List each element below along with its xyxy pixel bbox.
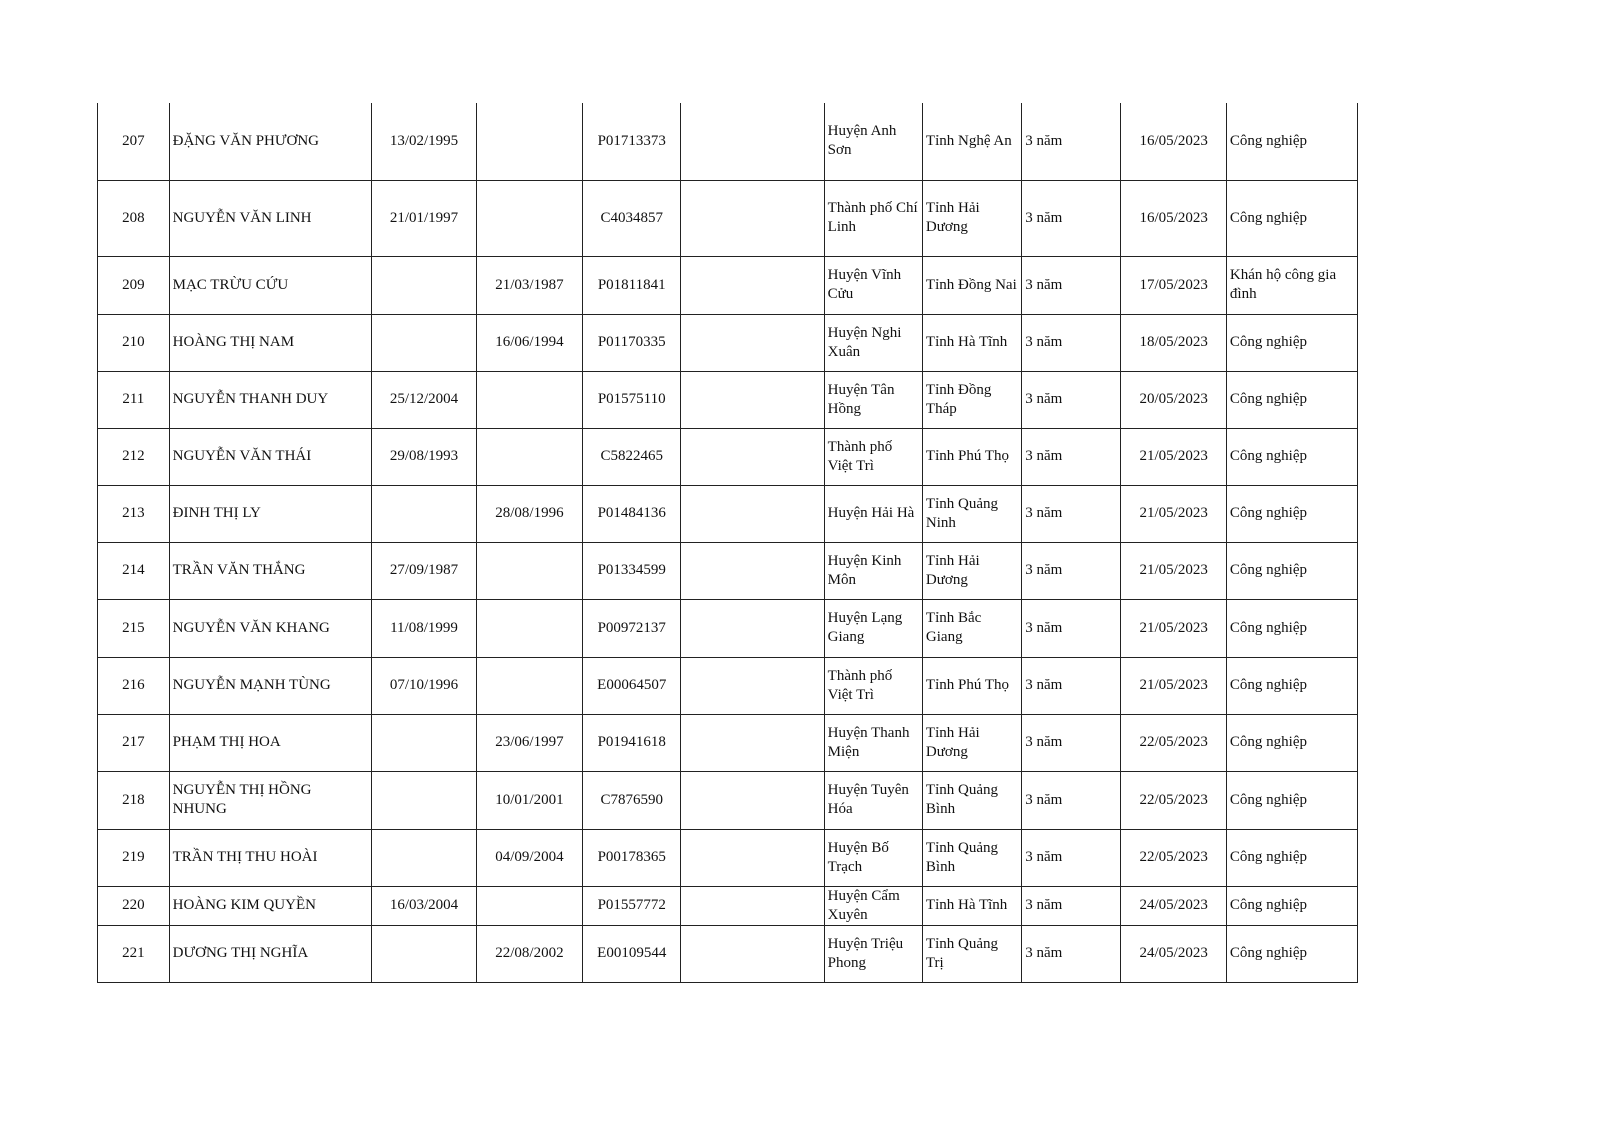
full-name-cell: NGUYỄN VĂN LINH: [169, 180, 372, 256]
province-cell: Tỉnh Hà Tĩnh: [922, 314, 1021, 371]
row-number-cell: 209: [98, 256, 170, 314]
full-name-cell: MẠC TRỪU CỨU: [169, 256, 372, 314]
row-number-cell: 214: [98, 542, 170, 599]
full-name-cell: NGUYỄN MẠNH TÙNG: [169, 657, 372, 714]
row-number-cell: 218: [98, 771, 170, 829]
departure-date-cell: 21/05/2023: [1121, 599, 1226, 657]
full-name-cell: PHẠM THỊ HOA: [169, 714, 372, 771]
province-cell: Tỉnh Phú Thọ: [922, 428, 1021, 485]
full-name-cell: HOÀNG KIM QUYỀN: [169, 886, 372, 925]
empty-cell-cell: [681, 371, 824, 428]
contract-term-cell: 3 năm: [1022, 103, 1121, 180]
table-row: [98, 180, 1358, 256]
dob-male-cell: [372, 256, 476, 314]
full-name-cell: TRẦN THỊ THU HOÀI: [169, 829, 372, 886]
contract-term-cell: 3 năm: [1022, 925, 1121, 982]
departure-date-cell: 21/05/2023: [1121, 657, 1226, 714]
table-row: [98, 314, 1358, 371]
departure-date-cell: 24/05/2023: [1121, 886, 1226, 925]
table-row: [98, 829, 1358, 886]
contract-term-cell: 3 năm: [1022, 542, 1121, 599]
occupation-cell: Công nghiệp: [1226, 925, 1357, 982]
full-name-cell: HOÀNG THỊ NAM: [169, 314, 372, 371]
dob-female-cell: [476, 542, 582, 599]
occupation-cell: Công nghiệp: [1226, 103, 1357, 180]
occupation-cell: Công nghiệp: [1226, 485, 1357, 542]
empty-cell-cell: [681, 103, 824, 180]
departure-date-cell: 22/05/2023: [1121, 771, 1226, 829]
table-row: [98, 542, 1358, 599]
contract-term-cell: 3 năm: [1022, 485, 1121, 542]
empty-cell-cell: [681, 599, 824, 657]
full-name-cell: NGUYỄN VĂN KHANG: [169, 599, 372, 657]
dob-male-cell: [372, 771, 476, 829]
full-name-cell: NGUYỄN THỊ HỒNG NHUNG: [169, 771, 372, 829]
district-cell: Huyện Bố Trạch: [824, 829, 922, 886]
district-cell: Huyện Triệu Phong: [824, 925, 922, 982]
dob-male-cell: [372, 314, 476, 371]
row-number-cell: 210: [98, 314, 170, 371]
occupation-cell: Công nghiệp: [1226, 829, 1357, 886]
empty-cell-cell: [681, 485, 824, 542]
empty-cell-cell: [681, 256, 824, 314]
province-cell: Tỉnh Đồng Nai: [922, 256, 1021, 314]
passport-number-cell: C4034857: [583, 180, 681, 256]
dob-male-cell: [372, 714, 476, 771]
dob-male-cell: 21/01/1997: [372, 180, 476, 256]
dob-male-cell: [372, 829, 476, 886]
contract-term-cell: 3 năm: [1022, 371, 1121, 428]
row-number-cell: 217: [98, 714, 170, 771]
row-number-cell: 215: [98, 599, 170, 657]
table-row: [98, 256, 1358, 314]
dob-female-cell: [476, 180, 582, 256]
occupation-cell: Công nghiệp: [1226, 428, 1357, 485]
contract-term-cell: 3 năm: [1022, 314, 1121, 371]
district-cell: Huyện Kinh Môn: [824, 542, 922, 599]
full-name-cell: ĐẶNG VĂN PHƯƠNG: [169, 103, 372, 180]
full-name-cell: TRẦN VĂN THẮNG: [169, 542, 372, 599]
contract-term-cell: 3 năm: [1022, 829, 1121, 886]
full-name-cell: DƯƠNG THỊ NGHĨA: [169, 925, 372, 982]
district-cell: Huyện Hải Hà: [824, 485, 922, 542]
district-cell: Thành phố Việt Trì: [824, 657, 922, 714]
passport-number-cell: P01170335: [583, 314, 681, 371]
occupation-cell: Công nghiệp: [1226, 371, 1357, 428]
district-cell: Huyện Thanh Miện: [824, 714, 922, 771]
passport-number-cell: P01484136: [583, 485, 681, 542]
empty-cell-cell: [681, 714, 824, 771]
district-cell: Huyện Tân Hồng: [824, 371, 922, 428]
dob-female-cell: [476, 428, 582, 485]
dob-female-cell: 10/01/2001: [476, 771, 582, 829]
passport-number-cell: E00064507: [583, 657, 681, 714]
district-cell: Huyện Nghi Xuân: [824, 314, 922, 371]
district-cell: Huyện Cẩm Xuyên: [824, 886, 922, 925]
occupation-cell: Công nghiệp: [1226, 314, 1357, 371]
departure-date-cell: 22/05/2023: [1121, 714, 1226, 771]
dob-female-cell: 22/08/2002: [476, 925, 582, 982]
dob-female-cell: 04/09/2004: [476, 829, 582, 886]
passport-number-cell: C5822465: [583, 428, 681, 485]
province-cell: Tỉnh Quảng Ninh: [922, 485, 1021, 542]
table-row: [98, 485, 1358, 542]
full-name-cell: NGUYỄN THANH DUY: [169, 371, 372, 428]
table-row: [98, 714, 1358, 771]
occupation-cell: Công nghiệp: [1226, 657, 1357, 714]
row-number-cell: 212: [98, 428, 170, 485]
province-cell: Tỉnh Hà Tĩnh: [922, 886, 1021, 925]
table-row: [98, 771, 1358, 829]
empty-cell-cell: [681, 829, 824, 886]
dob-female-cell: 28/08/1996: [476, 485, 582, 542]
dob-female-cell: [476, 371, 582, 428]
occupation-cell: Khán hộ công gia đình: [1226, 256, 1357, 314]
empty-cell-cell: [681, 542, 824, 599]
passport-number-cell: P01557772: [583, 886, 681, 925]
full-name-cell: ĐINH THỊ LY: [169, 485, 372, 542]
province-cell: Tỉnh Hải Dương: [922, 180, 1021, 256]
row-number-cell: 213: [98, 485, 170, 542]
empty-cell-cell: [681, 657, 824, 714]
table-row: [98, 925, 1358, 982]
row-number-cell: 216: [98, 657, 170, 714]
departure-date-cell: 24/05/2023: [1121, 925, 1226, 982]
occupation-cell: Công nghiệp: [1226, 599, 1357, 657]
empty-cell-cell: [681, 886, 824, 925]
contract-term-cell: 3 năm: [1022, 428, 1121, 485]
empty-cell-cell: [681, 925, 824, 982]
dob-male-cell: 25/12/2004: [372, 371, 476, 428]
departure-date-cell: 17/05/2023: [1121, 256, 1226, 314]
passport-number-cell: P00178365: [583, 829, 681, 886]
dob-female-cell: [476, 103, 582, 180]
passport-number-cell: P01575110: [583, 371, 681, 428]
dob-female-cell: 23/06/1997: [476, 714, 582, 771]
passport-number-cell: C7876590: [583, 771, 681, 829]
departure-date-cell: 22/05/2023: [1121, 829, 1226, 886]
district-cell: Thành phố Việt Trì: [824, 428, 922, 485]
contract-term-cell: 3 năm: [1022, 599, 1121, 657]
row-number-cell: 208: [98, 180, 170, 256]
province-cell: Tỉnh Đồng Tháp: [922, 371, 1021, 428]
departure-date-cell: 16/05/2023: [1121, 103, 1226, 180]
empty-cell-cell: [681, 771, 824, 829]
contract-term-cell: 3 năm: [1022, 886, 1121, 925]
district-cell: Huyện Vĩnh Cửu: [824, 256, 922, 314]
province-cell: Tỉnh Quảng Bình: [922, 771, 1021, 829]
dob-male-cell: 16/03/2004: [372, 886, 476, 925]
passport-number-cell: P01334599: [583, 542, 681, 599]
passport-number-cell: P01941618: [583, 714, 681, 771]
contract-term-cell: 3 năm: [1022, 657, 1121, 714]
district-cell: Thành phố Chí Linh: [824, 180, 922, 256]
district-cell: Huyện Anh Sơn: [824, 103, 922, 180]
province-cell: Tỉnh Quảng Trị: [922, 925, 1021, 982]
contract-term-cell: 3 năm: [1022, 714, 1121, 771]
dob-male-cell: 07/10/1996: [372, 657, 476, 714]
departure-date-cell: 20/05/2023: [1121, 371, 1226, 428]
departure-date-cell: 18/05/2023: [1121, 314, 1226, 371]
row-number-cell: 207: [98, 103, 170, 180]
dob-male-cell: 29/08/1993: [372, 428, 476, 485]
records-body: [98, 103, 1358, 982]
table-row: [98, 886, 1358, 925]
contract-term-cell: 3 năm: [1022, 256, 1121, 314]
dob-male-cell: 27/09/1987: [372, 542, 476, 599]
province-cell: Tỉnh Quảng Bình: [922, 829, 1021, 886]
district-cell: Huyện Tuyên Hóa: [824, 771, 922, 829]
occupation-cell: Công nghiệp: [1226, 542, 1357, 599]
row-number-cell: 221: [98, 925, 170, 982]
full-name-cell: NGUYỄN VĂN THÁI: [169, 428, 372, 485]
passport-number-cell: P01713373: [583, 103, 681, 180]
dob-male-cell: [372, 485, 476, 542]
province-cell: Tỉnh Bắc Giang: [922, 599, 1021, 657]
contract-term-cell: 3 năm: [1022, 771, 1121, 829]
empty-cell-cell: [681, 180, 824, 256]
empty-cell-cell: [681, 428, 824, 485]
dob-male-cell: 13/02/1995: [372, 103, 476, 180]
records-table: [97, 103, 1358, 983]
contract-term-cell: 3 năm: [1022, 180, 1121, 256]
dob-male-cell: [372, 925, 476, 982]
passport-number-cell: P01811841: [583, 256, 681, 314]
occupation-cell: Công nghiệp: [1226, 771, 1357, 829]
dob-male-cell: 11/08/1999: [372, 599, 476, 657]
row-number-cell: 220: [98, 886, 170, 925]
table-row: [98, 103, 1358, 180]
table-row: [98, 371, 1358, 428]
table-row: [98, 599, 1358, 657]
dob-female-cell: [476, 599, 582, 657]
row-number-cell: 219: [98, 829, 170, 886]
province-cell: Tỉnh Hải Dương: [922, 542, 1021, 599]
dob-female-cell: [476, 657, 582, 714]
passport-number-cell: E00109544: [583, 925, 681, 982]
departure-date-cell: 21/05/2023: [1121, 485, 1226, 542]
departure-date-cell: 16/05/2023: [1121, 180, 1226, 256]
table-row: [98, 428, 1358, 485]
row-number-cell: 211: [98, 371, 170, 428]
province-cell: Tỉnh Nghệ An: [922, 103, 1021, 180]
dob-female-cell: 16/06/1994: [476, 314, 582, 371]
dob-female-cell: [476, 886, 582, 925]
district-cell: Huyện Lạng Giang: [824, 599, 922, 657]
passport-number-cell: P00972137: [583, 599, 681, 657]
occupation-cell: Công nghiệp: [1226, 714, 1357, 771]
occupation-cell: Công nghiệp: [1226, 180, 1357, 256]
departure-date-cell: 21/05/2023: [1121, 428, 1226, 485]
occupation-cell: Công nghiệp: [1226, 886, 1357, 925]
empty-cell-cell: [681, 314, 824, 371]
dob-female-cell: 21/03/1987: [476, 256, 582, 314]
province-cell: Tỉnh Phú Thọ: [922, 657, 1021, 714]
province-cell: Tỉnh Hải Dương: [922, 714, 1021, 771]
departure-date-cell: 21/05/2023: [1121, 542, 1226, 599]
table-row: [98, 657, 1358, 714]
